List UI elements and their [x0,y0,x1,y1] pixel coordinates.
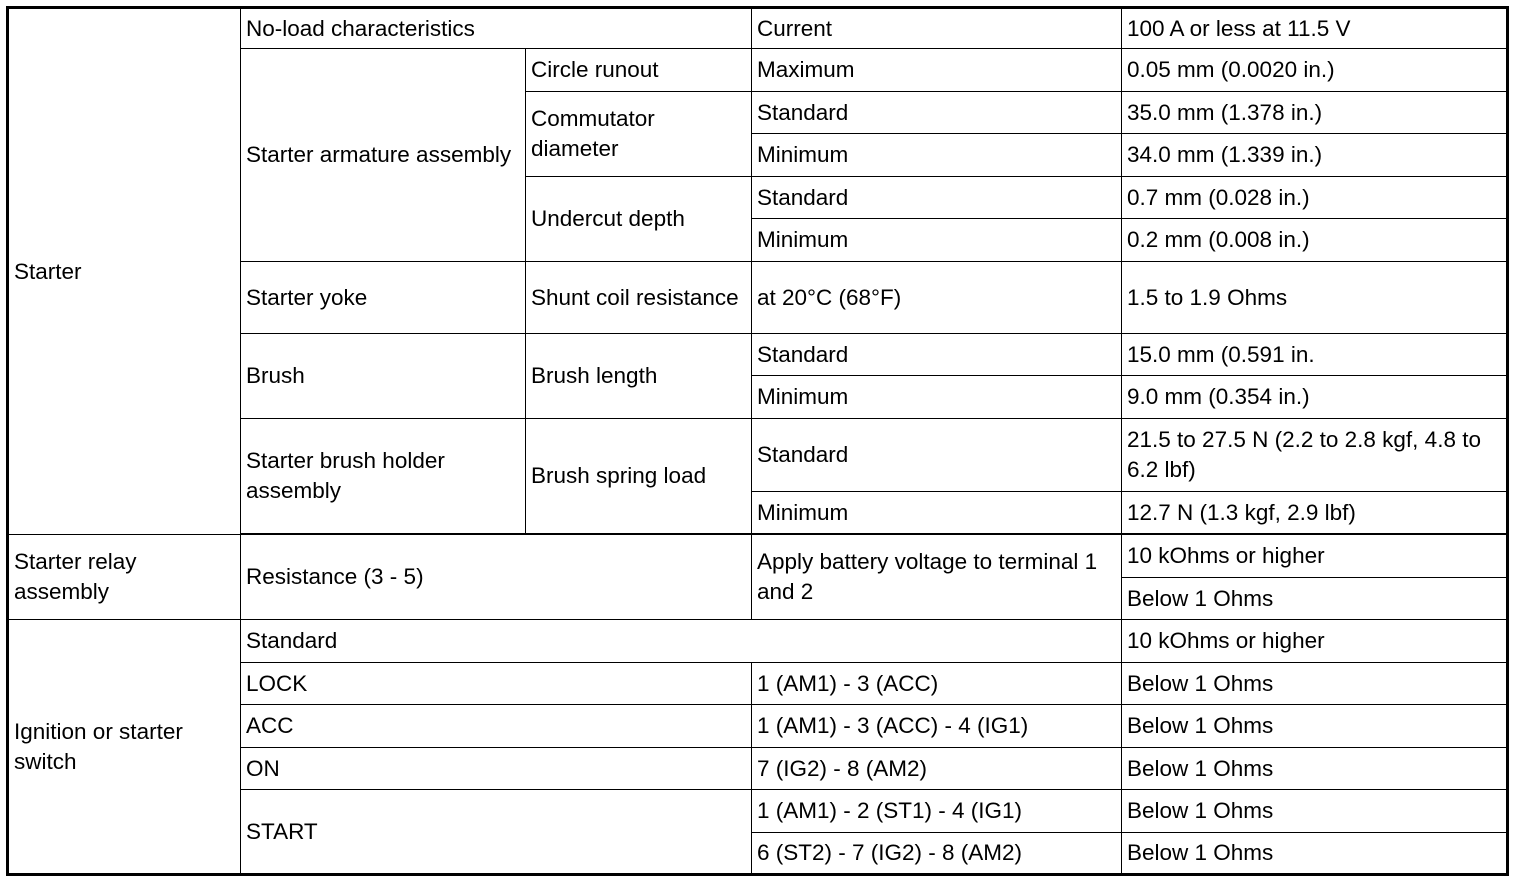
brush-standard-param: Standard [752,334,1122,376]
switch-acc-label: ACC [241,705,752,748]
undercut-minimum-value: 0.2 mm (0.008 in.) [1122,219,1508,262]
table-row [8,8,1508,49]
relay-condition: Apply battery voltage to terminal 1 and 2 [752,535,1122,620]
switch-acc-terminals: 1 (AM1) - 3 (ACC) - 4 (IG1) [752,705,1122,748]
brush-holder-label: Starter brush holder assembly [241,419,526,534]
switch-start-label: START [241,790,752,875]
switch-lock-terminals: 1 (AM1) - 3 (ACC) [752,663,1122,705]
switch-lock-value: Below 1 Ohms [1122,663,1508,705]
spring-load-label: Brush spring load [526,419,752,534]
undercut-standard-param: Standard [752,177,1122,219]
no-load-value: 100 A or less at 11.5 V [1122,8,1508,49]
brush-minimum-param: Minimum [752,376,1122,419]
yoke-label: Starter yoke [241,262,526,334]
yoke-value: 1.5 to 1.9 Ohms [1122,262,1508,334]
commutator-label: Commutator diameter [526,92,752,177]
spring-standard-param: Standard [752,419,1122,492]
brush-length-label: Brush length [526,334,752,419]
spring-minimum-value: 12.7 N (1.3 kgf, 2.9 lbf) [1122,492,1508,534]
switch-standard-label: Standard [241,620,1122,663]
relay-value-1: 10 kOhms or higher [1122,535,1508,578]
commutator-minimum-param: Minimum [752,134,1122,177]
spring-minimum-param: Minimum [752,492,1122,534]
undercut-label: Undercut depth [526,177,752,262]
spring-standard-value: 21.5 to 27.5 N (2.2 to 2.8 kgf, 4.8 to 6.2 lbf) [1122,419,1508,492]
circle-runout-label: Circle runout [526,49,752,92]
switch-standard-value: 10 kOhms or higher [1122,620,1508,663]
commutator-minimum-value: 34.0 mm (1.339 in.) [1122,134,1508,177]
switch-start-value-1: Below 1 Ohms [1122,790,1508,833]
yoke-param: at 20°C (68°F) [752,262,1122,334]
section-switch-label: Ignition or starter switch [8,620,241,875]
relay-resistance-label: Resistance (3 - 5) [241,535,752,620]
commutator-standard-value: 35.0 mm (1.378 in.) [1122,92,1508,134]
switch-start-terminals-2: 6 (ST2) - 7 (IG2) - 8 (AM2) [752,833,1122,875]
circle-runout-param: Maximum [752,49,1122,92]
switch-acc-value: Below 1 Ohms [1122,705,1508,748]
circle-runout-value: 0.05 mm (0.0020 in.) [1122,49,1508,92]
table-row [8,535,1508,578]
undercut-standard-value: 0.7 mm (0.028 in.) [1122,177,1508,219]
brush-standard-value: 15.0 mm (0.591 in. [1122,334,1508,376]
section-starter-label: Starter [8,8,241,535]
commutator-standard-param: Standard [752,92,1122,134]
switch-on-label: ON [241,748,752,790]
brush-label: Brush [241,334,526,419]
switch-on-terminals: 7 (IG2) - 8 (AM2) [752,748,1122,790]
switch-lock-label: LOCK [241,663,752,705]
relay-value-2: Below 1 Ohms [1122,578,1508,620]
section-relay-label: Starter relay assembly [8,535,241,620]
switch-start-value-2: Below 1 Ohms [1122,833,1508,875]
no-load-param: Current [752,8,1122,49]
armature-label: Starter armature assembly [241,49,526,262]
shunt-coil-label: Shunt coil resistance [526,262,752,334]
switch-on-value: Below 1 Ohms [1122,748,1508,790]
brush-minimum-value: 9.0 mm (0.354 in.) [1122,376,1508,419]
table-row [8,620,1508,663]
undercut-minimum-param: Minimum [752,219,1122,262]
switch-start-terminals-1: 1 (AM1) - 2 (ST1) - 4 (IG1) [752,790,1122,833]
no-load-label: No-load characteristics [241,8,752,49]
specification-table [6,6,1509,876]
